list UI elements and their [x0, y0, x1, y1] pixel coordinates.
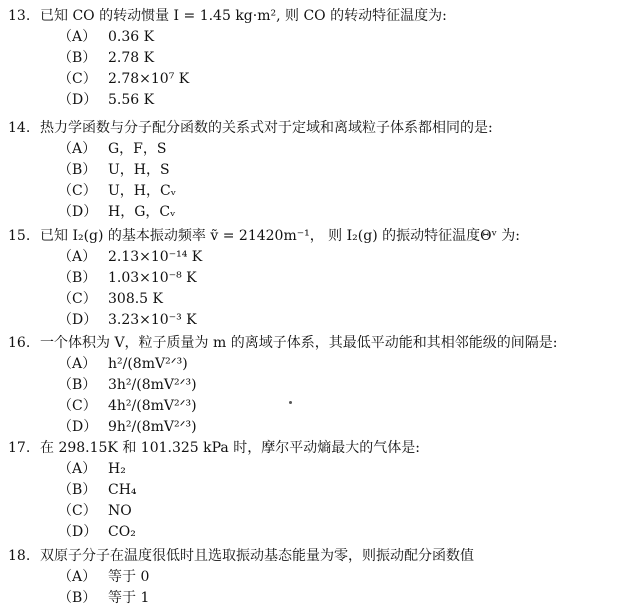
- option-c: [8, 181, 623, 202]
- scan-speck: [289, 401, 292, 404]
- option-label: （C）: [58, 71, 97, 87]
- option-text: 2.78×10⁷ K: [108, 71, 190, 87]
- question-number: 14.: [8, 120, 31, 136]
- option-label: （B）: [58, 482, 97, 498]
- option-text: 0.36 K: [108, 29, 155, 45]
- option-d: [8, 417, 623, 438]
- option-a: [8, 354, 623, 375]
- option-text: G，F，S: [108, 141, 167, 157]
- option-label: （C）: [58, 503, 97, 519]
- option-text: h²/(8mV²ᐟ³): [108, 356, 188, 372]
- question-stem: [8, 437, 623, 459]
- options-list: [8, 567, 623, 609]
- question-stem: [8, 545, 623, 567]
- option-label: （D）: [58, 92, 98, 108]
- option-d: [8, 310, 623, 331]
- question-text: 双原子分子在温度很低时且选取振动基态能量为零，则振动配分函数值: [40, 548, 474, 564]
- question-number: 18.: [8, 548, 31, 564]
- question-17: [8, 437, 623, 543]
- question-stem: [8, 225, 623, 247]
- question-15: [8, 225, 623, 331]
- question-stem: [8, 117, 623, 139]
- option-label: （B）: [58, 270, 97, 286]
- option-c: [8, 289, 623, 310]
- option-label: （A）: [58, 461, 97, 477]
- option-text: CH₄: [108, 482, 137, 498]
- option-text: 4h²/(8mV²ᐟ³): [108, 398, 197, 414]
- question-number: 15.: [8, 228, 31, 244]
- option-c: [8, 501, 623, 522]
- option-label: （A）: [58, 141, 97, 157]
- option-b: [8, 160, 623, 181]
- option-label: （D）: [58, 524, 98, 540]
- option-label: （D）: [58, 204, 98, 220]
- option-label: （B）: [58, 377, 97, 393]
- question-18: [8, 545, 623, 609]
- options-list: [8, 247, 623, 331]
- question-text: 已知 I₂(g) 的基本振动频率 ṽ = 21420m⁻¹， 则 I₂(g) 的振动特征温度Θᵛ 为:: [40, 228, 520, 244]
- option-d: [8, 202, 623, 223]
- option-label: （B）: [58, 162, 97, 178]
- option-text: U，H，S: [108, 162, 170, 178]
- option-label: （C）: [58, 183, 97, 199]
- option-text: 3h²/(8mV²ᐟ³): [108, 377, 197, 393]
- option-a: [8, 459, 623, 480]
- option-text: NO: [108, 503, 132, 519]
- question-13: [8, 5, 623, 111]
- option-a: [8, 139, 623, 160]
- option-text: CO₂: [108, 524, 136, 540]
- option-d: [8, 90, 623, 111]
- option-label: （A）: [58, 356, 97, 372]
- option-text: 9h²/(8mV²ᐟ³): [108, 419, 197, 435]
- option-label: （B）: [58, 590, 97, 606]
- options-list: [8, 27, 623, 111]
- option-label: （D）: [58, 419, 98, 435]
- question-number: 13.: [8, 8, 31, 24]
- question-stem: [8, 5, 623, 27]
- question-number: 16.: [8, 335, 31, 351]
- option-label: （A）: [58, 249, 97, 265]
- option-a: [8, 27, 623, 48]
- option-a: [8, 247, 623, 268]
- option-text: H₂: [108, 461, 126, 477]
- option-c: [8, 69, 623, 90]
- option-label: （C）: [58, 398, 97, 414]
- option-b: [8, 480, 623, 501]
- option-text: 等于 1: [108, 590, 150, 606]
- option-b: [8, 375, 623, 396]
- question-stem: [8, 332, 623, 354]
- option-text: 3.23×10⁻³ K: [108, 312, 197, 328]
- question-14: [8, 117, 623, 223]
- option-label: （A）: [58, 29, 97, 45]
- option-label: （C）: [58, 291, 97, 307]
- option-text: 等于 0: [108, 569, 150, 585]
- options-list: [8, 459, 623, 543]
- option-b: [8, 588, 623, 609]
- question-text: 已知 CO 的转动惯量 I = 1.45 kg·m², 则 CO 的转动特征温度为:: [40, 8, 447, 24]
- option-text: H，G，Cᵥ: [108, 204, 176, 220]
- options-list: [8, 139, 623, 223]
- option-c: [8, 396, 623, 417]
- options-list: [8, 354, 623, 438]
- option-text: 5.56 K: [108, 92, 155, 108]
- option-text: 308.5 K: [108, 291, 163, 307]
- question-number: 17.: [8, 440, 31, 456]
- option-text: 2.13×10⁻¹⁴ K: [108, 249, 203, 265]
- option-text: 2.78 K: [108, 50, 155, 66]
- option-d: [8, 522, 623, 543]
- option-label: （B）: [58, 50, 97, 66]
- option-b: [8, 48, 623, 69]
- option-a: [8, 567, 623, 588]
- option-label: （A）: [58, 569, 97, 585]
- question-text: 热力学函数与分子配分函数的关系式对于定域和离域粒子体系都相同的是:: [40, 120, 493, 136]
- option-text: U，H，Cᵥ: [108, 183, 176, 199]
- option-text: 1.03×10⁻⁸ K: [108, 270, 197, 286]
- question-16: [8, 332, 623, 438]
- option-b: [8, 268, 623, 289]
- question-text: 在 298.15K 和 101.325 kPa 时，摩尔平动熵最大的气体是:: [40, 440, 420, 456]
- question-text: 一个体积为 V，粒子质量为 m 的离域子体系，其最低平动能和其相邻能级的间隔是:: [40, 335, 558, 351]
- option-label: （D）: [58, 312, 98, 328]
